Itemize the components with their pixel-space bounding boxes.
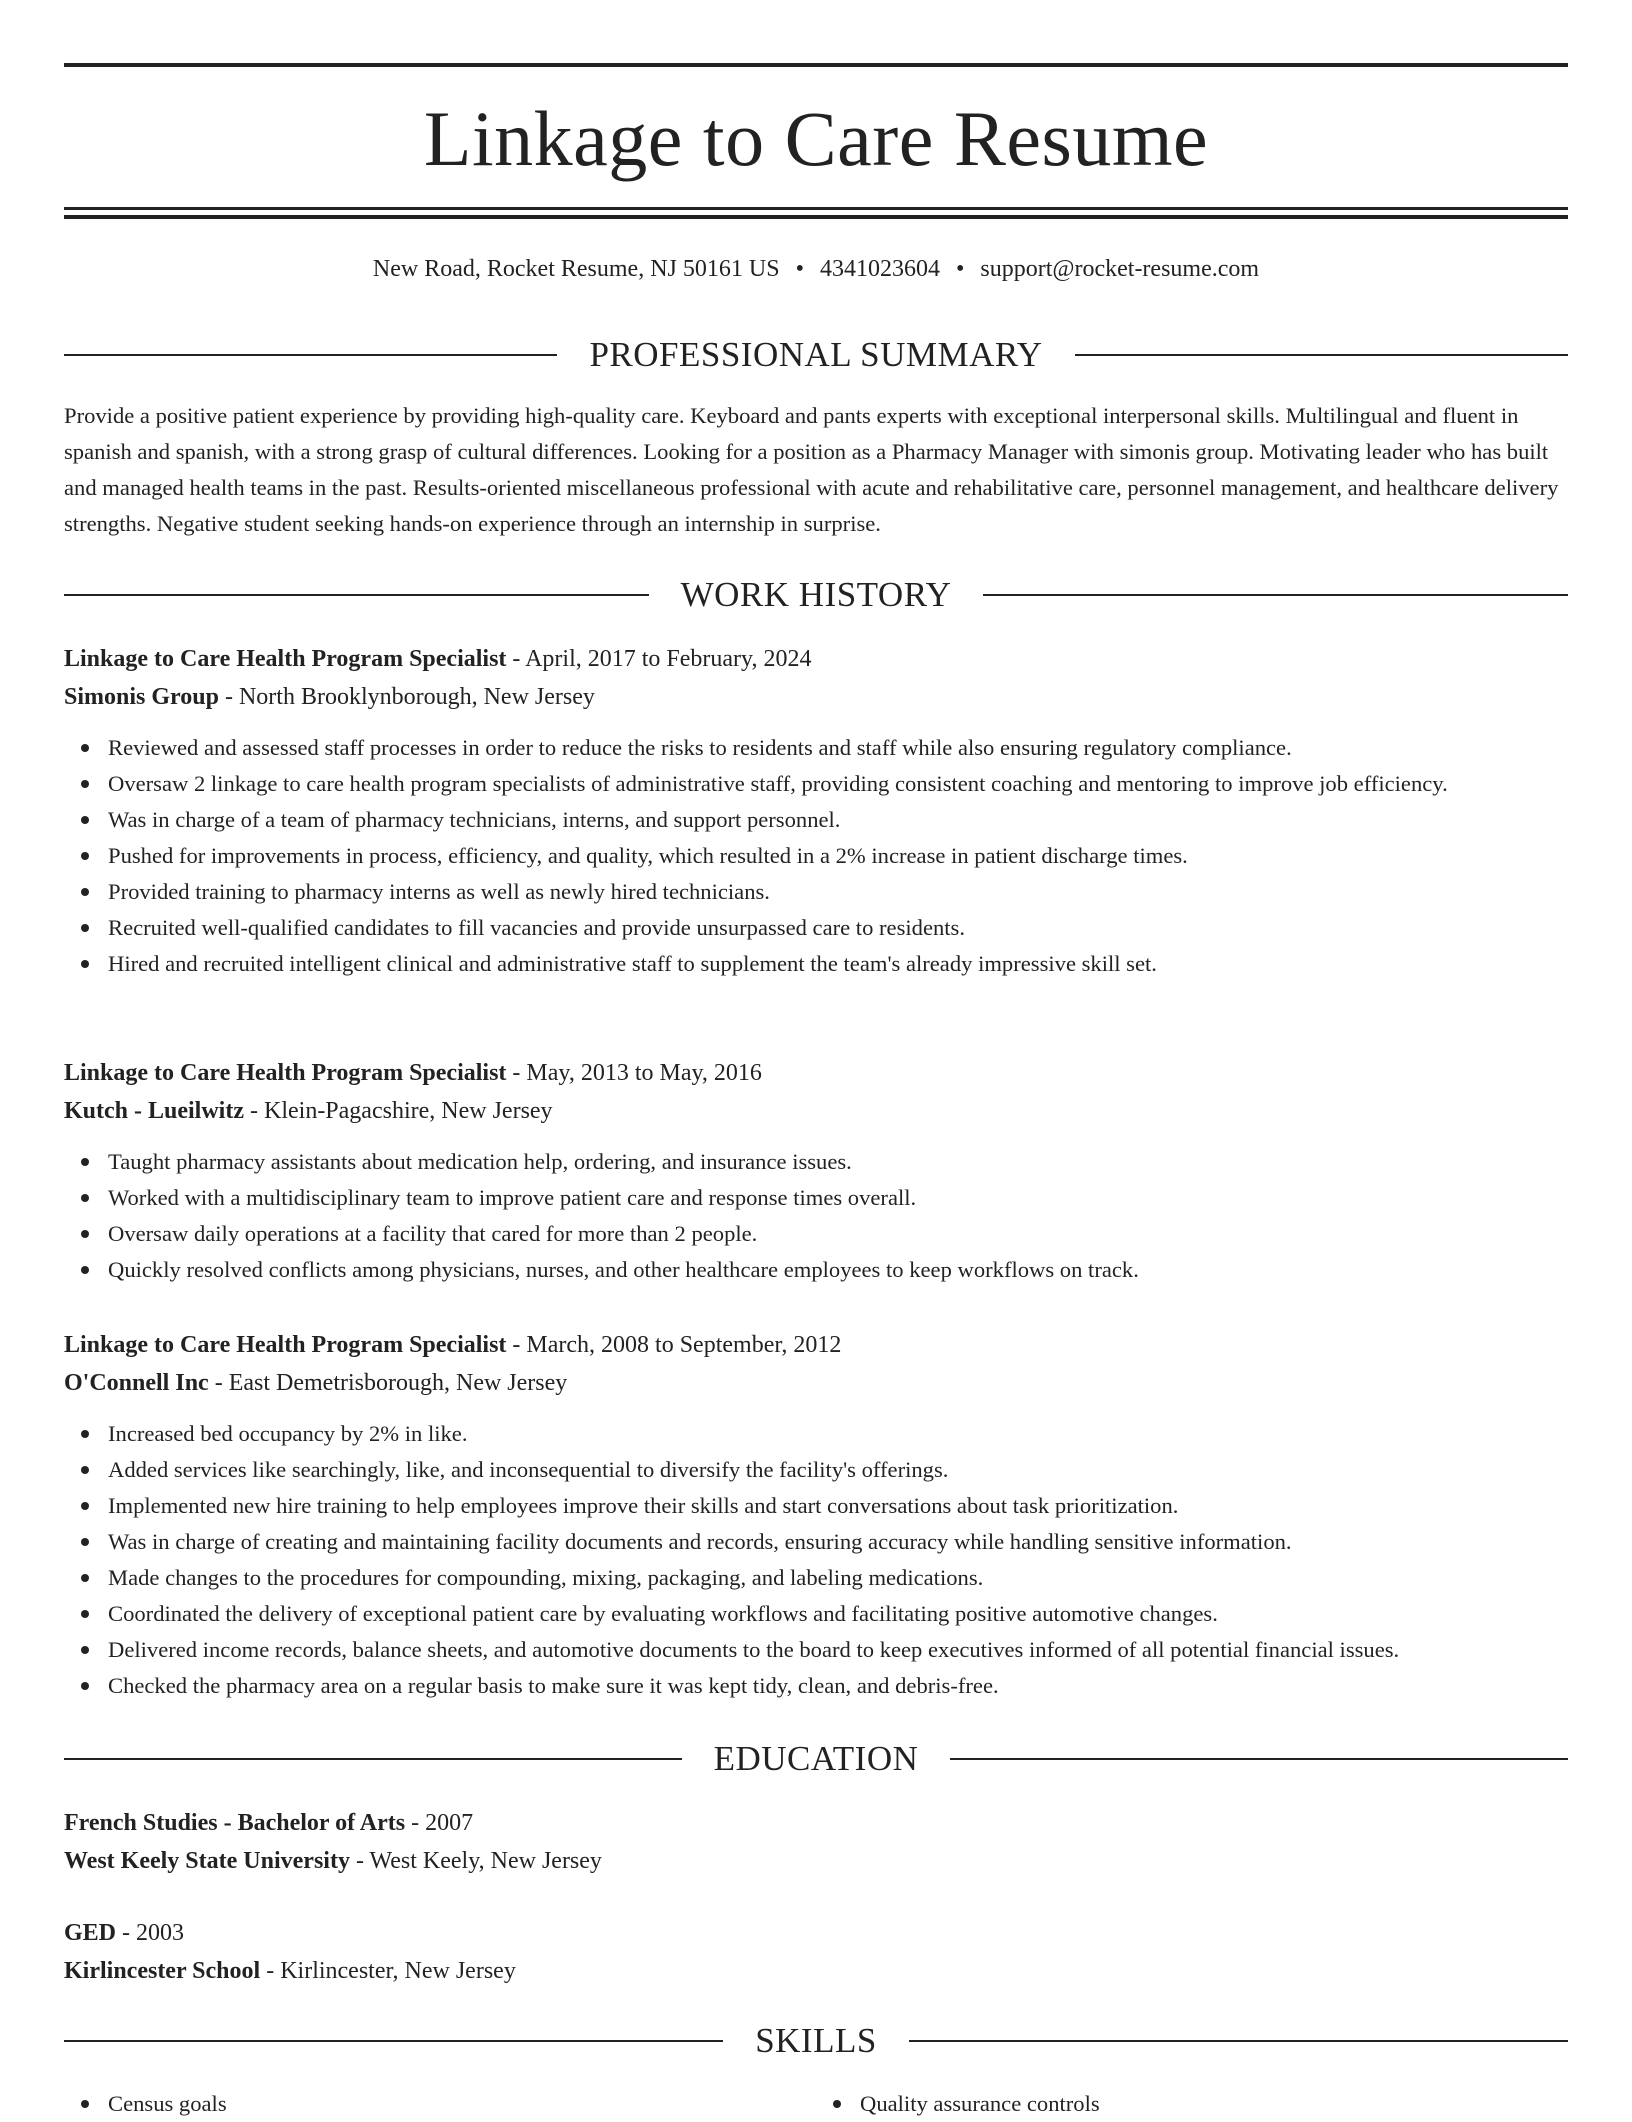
skills-list-left: [64, 2086, 816, 2122]
title-double-rule-lower: [64, 215, 1568, 219]
job-company-line: [64, 678, 1568, 716]
list-item: Hired and recruited intelligent clinical and administrative staff to supplement the team's already impressive skill set.: [108, 946, 1568, 982]
contact-email: support@rocket-resume.com: [980, 256, 1260, 282]
list-item: Quickly resolved conflicts among physicians, nurses, and other healthcare employees to keep workflows on track.: [108, 1252, 1568, 1288]
list-item: Coordinated the delivery of exceptional patient care by evaluating workflows and facilitating positive automotive changes.: [108, 1596, 1568, 1632]
education-year: - 2003: [116, 1920, 185, 1946]
list-item: Worked with a multidisciplinary team to improve patient care and response times overall.: [108, 1180, 1568, 1216]
job-company-line: [64, 1364, 1568, 1402]
list-item: Oversaw 2 linkage to care health program specialists of administrative staff, providing consistent coaching and mentoring to improve job efficiency.: [108, 766, 1568, 802]
heading-rule: [64, 594, 649, 596]
list-item: Increased bed occupancy by 2% in like.: [108, 1416, 1568, 1452]
job-bullets: [64, 730, 1568, 982]
skill-item: Quality assurance controls: [860, 2086, 1568, 2122]
list-item: Provided training to pharmacy interns as well as newly hired technicians.: [108, 874, 1568, 910]
resume-title: Linkage to Care Resume: [423, 95, 1209, 182]
job-dates: - May, 2013 to May, 2016: [506, 1060, 762, 1086]
top-rule: [64, 63, 1568, 67]
heading-rule: [950, 1758, 1568, 1760]
education-degree: French Studies - Bachelor of Arts: [64, 1810, 406, 1836]
heading-rule: [909, 2040, 1568, 2042]
section-heading-skills: [64, 2019, 1568, 2063]
education-school: West Keely State University: [64, 1848, 350, 1874]
education-location: - West Keely, New Jersey: [349, 1848, 602, 1874]
heading-rule: [64, 1758, 682, 1760]
job-dates: - March, 2008 to September, 2012: [506, 1332, 842, 1358]
contact-separator: •: [955, 256, 965, 282]
job-company-line: [64, 1092, 1568, 1130]
heading-rule: [1075, 354, 1568, 356]
contact-phone: 4341023604: [819, 256, 940, 282]
job-bullets: [64, 1416, 1568, 1704]
list-item: Was in charge of creating and maintaining facility documents and records, ensuring accuracy while handling sensitive information.: [108, 1524, 1568, 1560]
heading-rule: [64, 2040, 723, 2042]
job-title-line: [64, 640, 1568, 678]
job-dates: - April, 2017 to February, 2024: [506, 646, 812, 672]
list-item: Delivered income records, balance sheets, and automotive documents to the board to keep executives informed of all potential financial issues.: [108, 1632, 1568, 1668]
summary-paragraph: Provide a positive patient experience by providing high-quality care. Keyboard and pants experts with exceptional interpersonal skills. Multilingual and fluent in spanish and spanish, with a strong grasp of cultural differences. Looking for a position as a Pharmacy Manager with simonis group. Motivating leader who has built and managed health teams in the past. Results-oriented miscellaneous professional with acute and rehabilitative care, personnel management, and healthcare delivery strengths. Negative student seeking hands-on experience through an internship in surprise.: [64, 403, 1559, 536]
contact-address: New Road, Rocket Resume, NJ 50161 US: [372, 256, 780, 282]
skills-list-right: [816, 2086, 1568, 2122]
list-item: Was in charge of a team of pharmacy technicians, interns, and support personnel.: [108, 802, 1568, 838]
education-degree-line: [64, 1914, 1568, 1952]
job-location: - East Demetrisborough, New Jersey: [208, 1370, 568, 1396]
education-entry: [64, 1804, 1568, 1880]
education-location: - Kirlincester, New Jersey: [260, 1958, 516, 1984]
section-title: PROFESSIONAL SUMMARY: [589, 335, 1043, 374]
education-school-line: [64, 1842, 1568, 1880]
job-company: O'Connell Inc: [64, 1370, 209, 1396]
contact-separator: •: [795, 256, 804, 282]
title-double-rule-upper: [64, 207, 1568, 210]
section-heading-work: [64, 573, 1568, 617]
skills-columns: [64, 2086, 1568, 2122]
section-heading-education: [64, 1737, 1568, 1781]
job-bullets: [64, 1144, 1568, 1288]
heading-rule: [64, 354, 557, 356]
job-title-line: [64, 1054, 1568, 1092]
list-item: Checked the pharmacy area on a regular basis to make sure it was kept tidy, clean, and debris-free.: [108, 1668, 1568, 1704]
education-school: Kirlincester School: [64, 1958, 261, 1984]
job-entry: [64, 1054, 1568, 1288]
section-title: EDUCATION: [713, 1739, 919, 1778]
education-year: - 2007: [405, 1810, 474, 1836]
job-entry: [64, 1326, 1568, 1704]
job-company: Simonis Group: [64, 684, 219, 710]
list-item: Recruited well-qualified candidates to fill vacancies and provide unsurpassed care to residents.: [108, 910, 1568, 946]
list-item: Taught pharmacy assistants about medication help, ordering, and insurance issues.: [108, 1144, 1568, 1180]
section-heading-summary: [64, 333, 1568, 377]
job-title-line: [64, 1326, 1568, 1364]
list-item: Reviewed and assessed staff processes in order to reduce the risks to residents and staff while also ensuring regulatory compliance.: [108, 730, 1568, 766]
list-item: Pushed for improvements in process, efficiency, and quality, which resulted in a 2% increase in patient discharge times.: [108, 838, 1568, 874]
job-location: - Klein-Pagacshire, New Jersey: [244, 1098, 553, 1124]
job-title: Linkage to Care Health Program Specialist: [64, 1332, 507, 1358]
education-degree-line: [64, 1804, 1568, 1842]
list-item: Made changes to the procedures for compounding, mixing, packaging, and labeling medications.: [108, 1560, 1568, 1596]
contact-line: [64, 252, 1568, 286]
heading-rule: [983, 594, 1568, 596]
job-company: Kutch - Lueilwitz: [64, 1098, 244, 1124]
section-title: WORK HISTORY: [680, 575, 952, 614]
job-entry: [64, 640, 1568, 982]
section-title: SKILLS: [755, 2021, 877, 2060]
job-title: Linkage to Care Health Program Specialist: [64, 1060, 507, 1086]
education-degree: GED: [64, 1920, 117, 1946]
job-location: - North Brooklynborough, New Jersey: [218, 684, 595, 710]
list-item: Added services like searchingly, like, and inconsequential to diversify the facility's offerings.: [108, 1452, 1568, 1488]
job-title: Linkage to Care Health Program Specialist: [64, 646, 507, 672]
list-item: Implemented new hire training to help employees improve their skills and start conversations about task prioritization.: [108, 1488, 1568, 1524]
education-entry: [64, 1914, 1568, 1990]
skill-item: Census goals: [108, 2086, 816, 2122]
education-school-line: [64, 1952, 1568, 1990]
list-item: Oversaw daily operations at a facility that cared for more than 2 people.: [108, 1216, 1568, 1252]
